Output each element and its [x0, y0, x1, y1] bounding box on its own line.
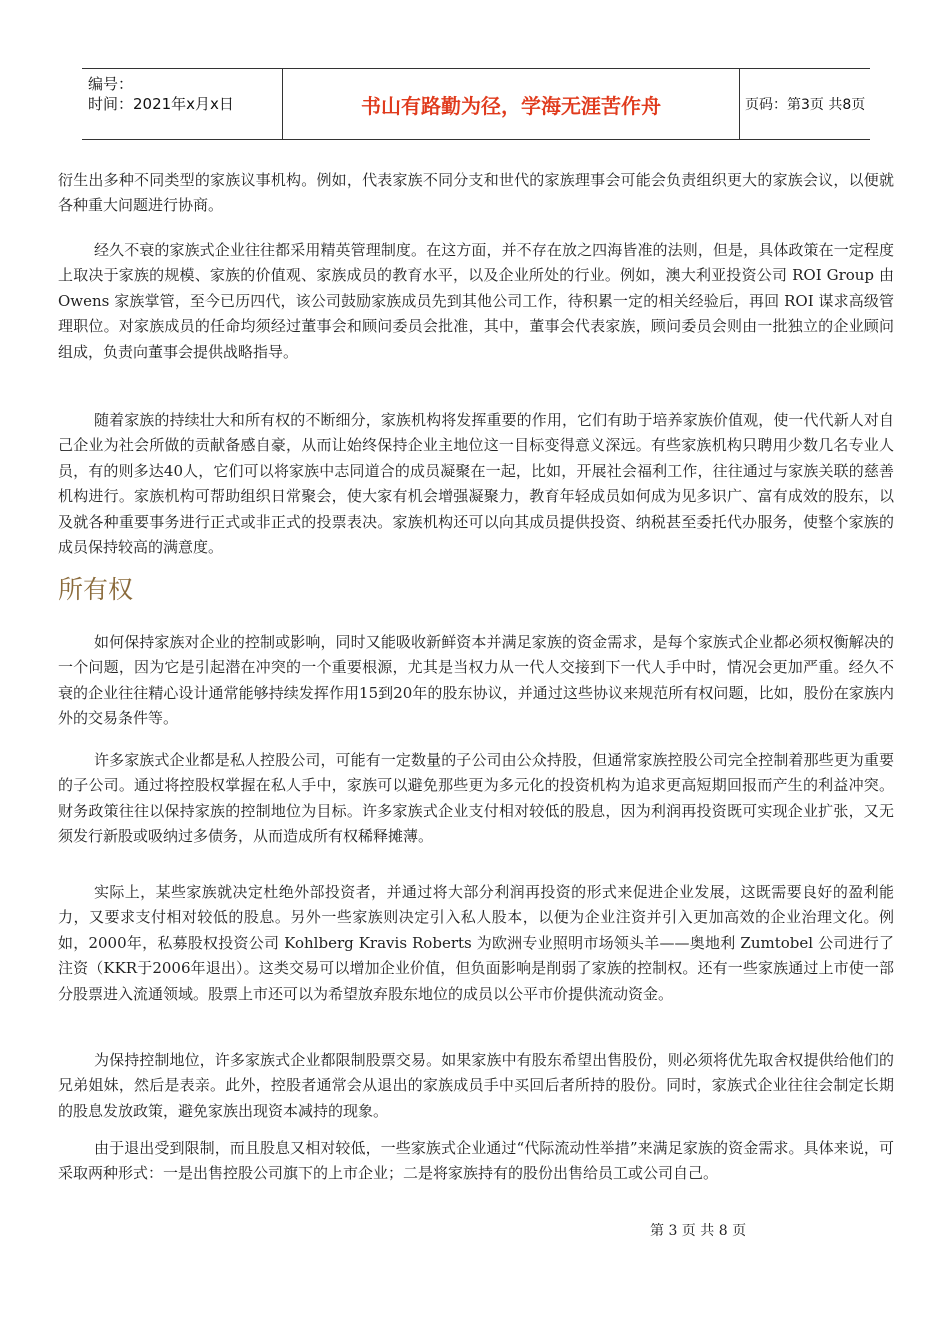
paragraph-7-text: 为保持控制地位，许多家族式企业都限制股票交易。如果家族中有股东希望出售股份，则必须将优先取舍权提供给他们的兄弟姐妹，然后是表亲。此外，控股者通常会从退出的家族成员手中买回后者所持的股份。同时，家族式企业往往会制定长期的股息发放政策，避免家族出现资本减持的现象。 — [58, 1051, 894, 1120]
document-date-label: 时间：2021年x月x日 — [88, 95, 234, 113]
paragraph-6 — [58, 880, 894, 1007]
page-footer: 第 3 页 共 8 页 — [650, 1223, 747, 1239]
page-header — [82, 68, 870, 140]
paragraph-2-text: 经久不衰的家族式企业往往都采用精英管理制度。在这方面，并不存在放之四海皆准的法则，但是，具体政策在一定程度上取决于家族的规模、家族的价值观、家族成员的教育水平，以及企业所处的行业。例如，澳大利亚投资公司 ROI Group 由 Owens 家族掌管，至今已历四代，该公司鼓励家族成员先到其他公司工作，待积累一定的相关经验后，再回 ROI 谋求高级管理职位。对家族成员的任命均须经过董事会和顾问委员会批准，其中，董事会代表家族，顾问委员会则由一批独立的企业顾问组成，负责向董事会提供战略指导。 — [58, 241, 894, 361]
paragraph-3 — [58, 408, 894, 560]
paragraph-1 — [58, 168, 894, 219]
document-number-label: 编号： — [88, 75, 134, 93]
paragraph-2 — [58, 238, 894, 365]
paragraph-5-text: 许多家族式企业都是私人控股公司，可能有一定数量的子公司由公众持股，但通常家族控股公司完全控制着那些更为重要的子公司。通过将控股权掌握在私人手中，家族可以避免那些更为多元化的投资机构为追求更高短期回报而产生的利益冲突。财务政策往往以保持家族的控制地位为目标。许多家族式企业支付相对较低的股息，因为利润再投资既可实现企业扩张，又无须发行新股或吸纳过多债务，从而造成所有权稀释摊薄。 — [58, 751, 894, 846]
header-left-cell — [82, 69, 282, 139]
paragraph-8-text: 由于退出受到限制，而且股息又相对较低，一些家族式企业通过“代际流动性举措”来满足家族的资金需求。具体来说，可采取两种形式：一是出售控股公司旗下的上市企业；二是将家族持有的股份出售给员工或公司自己。 — [58, 1139, 894, 1183]
header-motto: 书山有路勤为径，学海无涯苦作舟 — [282, 69, 740, 139]
paragraph-7 — [58, 1048, 894, 1124]
paragraph-1-text: 衍生出多种不同类型的家族议事机构。例如，代表家族不同分支和世代的家族理事会可能会负责组织更大的家族会议，以便就各种重大问题进行协商。 — [58, 171, 894, 215]
paragraph-6-text: 实际上，某些家族就决定杜绝外部投资者，并通过将大部分利润再投资的形式来促进企业发展，这既需要良好的盈利能力，又要求支付相对较低的股息。另外一些家族则决定引入私人股本，以便为企业注资并引入更加高效的企业治理文化。例如，2000年，私募股权投资公司 Kohlberg Kravis Roberts 为欧洲专业照明市场领头羊——奥地利 Zumtobel 公司进行了注资（KKR于2006年退出）。这类交易可以增加企业价值，但负面影响是削弱了家族的控制权。还有一些家族通过上市使一部分股票进入流通领域。股票上市还可以为希望放弃股东地位的成员以公平市价提供流动资金。 — [58, 883, 894, 1003]
paragraph-5 — [58, 748, 894, 850]
paragraph-4 — [58, 630, 894, 732]
paragraph-4-text: 如何保持家族对企业的控制或影响，同时又能吸收新鲜资本并满足家族的资金需求，是每个家族式企业都必须权衡解决的一个问题，因为它是引起潜在冲突的一个重要根源，尤其是当权力从一代人交接到下一代人手中时，情况会更加严重。经久不衰的企业往往精心设计通常能够持续发挥作用15到20年的股东协议，并通过这些协议来规范所有权问题，比如，股份在家族内外的交易条件等。 — [58, 633, 894, 728]
header-page-number: 页码：第3页 共8页 — [745, 97, 866, 113]
section-heading: 所有权 — [58, 575, 134, 604]
paragraph-3-text: 随着家族的持续壮大和所有权的不断细分，家族机构将发挥重要的作用，它们有助于培养家族价值观，使一代代新人对自己企业为社会所做的贡献备感自豪，从而让始终保持企业主地位这一目标变得意义深远。有些家族机构只聘用少数几名专业人员，有的则多达40人，它们可以将家族中志同道合的成员凝聚在一起，比如，开展社会福利工作，往往通过与家族关联的慈善机构进行。家族机构可帮助组织日常聚会，使大家有机会增强凝聚力，教育年轻成员如何成为见多识广、富有成效的股东，以及就各种重要事务进行正式或非正式的投票表决。家族机构还可以向其成员提供投资、纳税甚至委托代办服务，使整个家族的成员保持较高的满意度。 — [58, 411, 894, 557]
paragraph-8 — [58, 1136, 894, 1187]
